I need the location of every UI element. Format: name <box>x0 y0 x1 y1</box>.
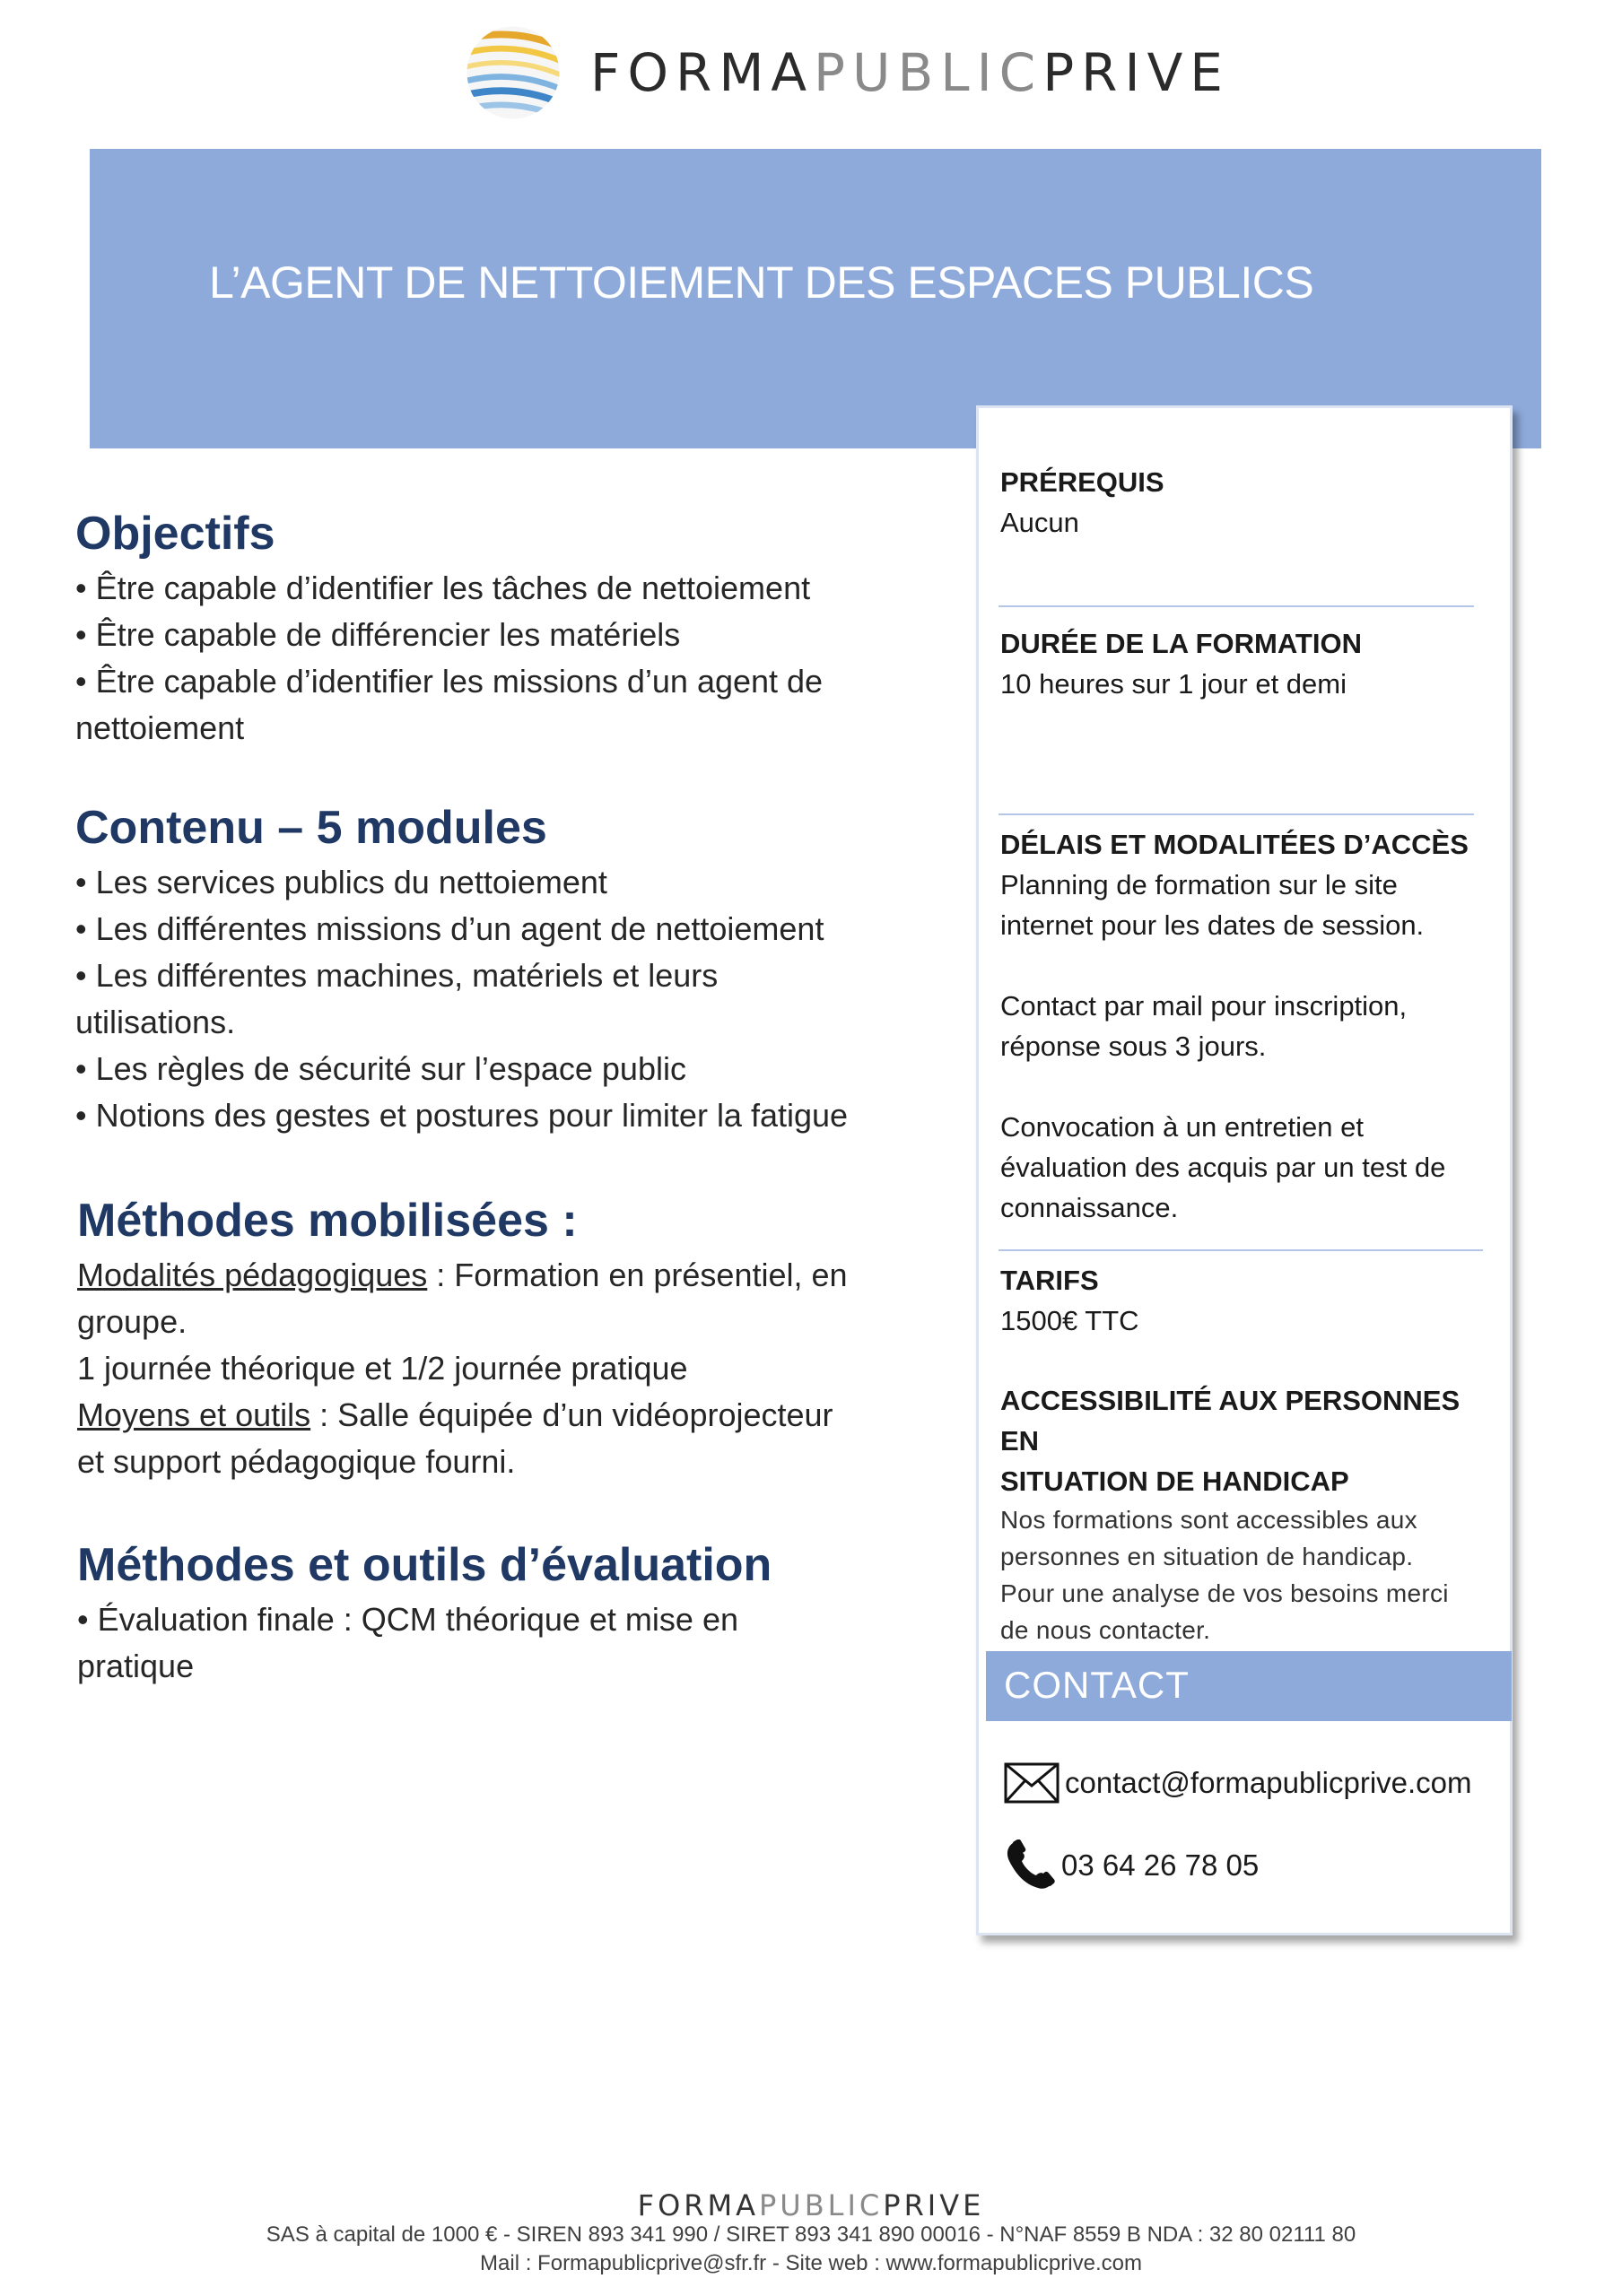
footer-contact: Mail : Formapublicprive@sfr.fr - Site web : www.formapublicprive.com <box>480 2251 1142 2275</box>
duree-heading: DURÉE DE LA FORMATION <box>1000 628 1362 659</box>
objectifs-line: • Être capable d’identifier les tâches de nettoiement <box>75 570 811 606</box>
info-card <box>976 405 1513 1935</box>
delais-line: Planning de formation sur le site <box>1000 869 1398 900</box>
tarifs-value: 1500€ TTC <box>1000 1305 1139 1336</box>
contenu-heading: Contenu – 5 modules <box>75 802 547 854</box>
brand-logo <box>463 20 1230 126</box>
divider <box>998 605 1474 607</box>
tarifs-section <box>1000 1260 1494 1341</box>
title-banner <box>90 149 1541 448</box>
delais-section <box>1000 824 1494 1228</box>
main-content <box>75 502 937 1690</box>
delais-line: connaissance. <box>1000 1192 1179 1223</box>
divider <box>998 1249 1483 1251</box>
envelope-icon <box>1004 1762 1060 1804</box>
methodes-heading: Méthodes mobilisées : <box>77 1195 578 1247</box>
phone-icon <box>1004 1839 1056 1892</box>
delais-line: internet pour les dates de session. <box>1000 909 1425 941</box>
accessibilite-line: de nous contacter. <box>1000 1616 1211 1644</box>
tarifs-heading: TARIFS <box>1000 1265 1099 1296</box>
footer-wordmark: FORMAPUBLICPRIVE <box>637 2188 985 2222</box>
duree-section <box>1000 623 1494 704</box>
divider <box>998 813 1474 815</box>
evaluation-line: pratique <box>77 1648 195 1684</box>
prerequis-value: Aucun <box>1000 507 1079 538</box>
methodes-line: groupe. <box>77 1303 187 1340</box>
objectifs-line: • Être capable de différencier les matériels <box>75 616 681 653</box>
modalites-label: Modalités pédagogiques <box>77 1257 428 1293</box>
prerequis-section <box>1000 462 1494 543</box>
accessibilite-heading-2: SITUATION DE HANDICAP <box>1000 1465 1349 1497</box>
page-title: L’AGENT DE NETTOIEMENT DES ESPACES PUBLICS <box>209 257 1314 308</box>
delais-line: Contact par mail pour inscription, <box>1000 990 1408 1022</box>
phone-number[interactable]: 03 64 26 78 05 <box>1061 1848 1260 1882</box>
evaluation-line: • Évaluation finale : QCM théorique et mise en <box>77 1601 738 1638</box>
email-row[interactable] <box>1004 1762 1472 1804</box>
contact-header <box>986 1651 1512 1721</box>
phone-row[interactable] <box>1004 1839 1259 1892</box>
moyens-label: Moyens et outils <box>77 1396 311 1433</box>
accessibilite-line: personnes en situation de handicap. <box>1000 1543 1414 1570</box>
duree-value: 10 heures sur 1 jour et demi <box>1000 668 1347 700</box>
evaluation-heading: Méthodes et outils d’évaluation <box>77 1539 772 1591</box>
email-link[interactable]: contact@formapublicprive.com <box>1065 1766 1472 1799</box>
objectifs-line: nettoiement <box>75 709 245 746</box>
accessibilite-line: Pour une analyse de vos besoins merci <box>1000 1579 1449 1607</box>
contenu-line: • Notions des gestes et postures pour limiter la fatigue <box>75 1097 849 1134</box>
methodes-moyens: Moyens et outils : Salle équipée d’un vidéoprojecteur <box>77 1396 833 1433</box>
delais-spacer <box>1000 1066 1494 1107</box>
methodes-line: 1 journée théorique et 1/2 journée pratique <box>77 1350 688 1387</box>
accessibilite-section <box>1000 1380 1503 1648</box>
brand-wordmark: FORMAPUBLICPRIVE <box>590 42 1230 103</box>
globe-logo-icon <box>463 22 563 123</box>
contact-heading: CONTACT <box>1004 1664 1190 1706</box>
prerequis-heading: PRÉREQUIS <box>1000 466 1164 498</box>
methodes-line: et support pédagogique fourni. <box>77 1443 516 1480</box>
methodes-modalites: Modalités pédagogiques : Formation en présentiel, en <box>77 1257 848 1293</box>
contenu-line: • Les règles de sécurité sur l’espace public <box>75 1050 686 1087</box>
contenu-line: • Les différentes machines, matériels et leurs <box>75 957 719 994</box>
delais-line: évaluation des acquis par un test de <box>1000 1152 1446 1183</box>
objectifs-heading: Objectifs <box>75 508 275 560</box>
footer-legal: SAS à capital de 1000 € - SIREN 893 341 990 / SIRET 893 341 890 00016 - N°NAF 8559 B NDA : 32 80 02111 80 <box>266 2222 1356 2247</box>
delais-line: réponse sous 3 jours. <box>1000 1031 1267 1062</box>
contenu-line: • Les services publics du nettoiement <box>75 864 607 900</box>
objectifs-line: • Être capable d’identifier les missions d’un agent de <box>75 663 824 700</box>
accessibilite-heading: ACCESSIBILITÉ AUX PERSONNES EN <box>1000 1385 1461 1457</box>
delais-spacer <box>1000 945 1494 986</box>
delais-line: Convocation à un entretien et <box>1000 1111 1364 1143</box>
delais-heading: DÉLAIS ET MODALITÉES D’ACCÈS <box>1000 829 1469 860</box>
contenu-line: utilisations. <box>75 1004 236 1040</box>
accessibilite-line: Nos formations sont accessibles aux <box>1000 1506 1417 1534</box>
contenu-line: • Les différentes missions d’un agent de nettoiement <box>75 910 824 947</box>
